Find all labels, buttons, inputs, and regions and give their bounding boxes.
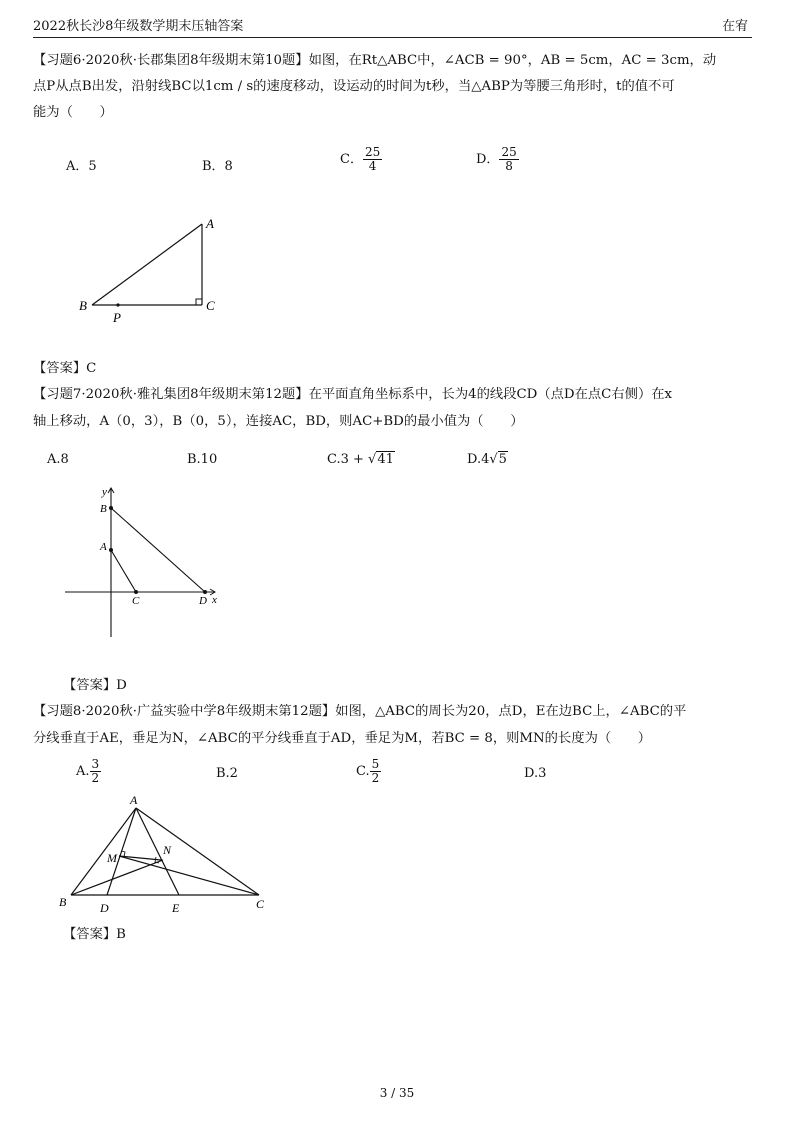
point-p <box>116 303 119 306</box>
q6-option-d-fraction <box>499 146 518 173</box>
fraction-numerator: 3 <box>91 757 100 771</box>
header-rule <box>33 37 752 38</box>
point-b <box>109 506 113 510</box>
label-b: B <box>100 503 107 515</box>
q8-option-b: B.2 <box>216 766 238 781</box>
q8-line1: 【习题8·2020秋·广益实验中学8年级期末第12题】如图，△ABC的周长为20，点D，E在边BC上，∠ABC的平 <box>33 704 687 719</box>
q6-line1: 【习题6·2020秋·长郡集团8年级期末第10题】如图，在Rt△ABC中，∠ACB = 90°，AB = 5cm，AC = 3cm，动 <box>33 53 717 68</box>
q8-line2: 分线垂直于AE，垂足为N，∠ABC的平分线垂直于AD，垂足为M，若BC = 8，则MN的长度为（ ） <box>33 731 652 746</box>
q8-option-c <box>356 758 381 785</box>
fraction-numerator: 25 <box>501 145 517 159</box>
q6-answer: 【答案】C <box>33 361 97 376</box>
fraction-numerator: 25 <box>364 145 381 159</box>
q6-line3: 能为（ ） <box>33 105 113 120</box>
label-c: C <box>206 298 215 313</box>
q7-coordinate-figure <box>60 482 240 642</box>
q6-option-a: A．5 <box>66 159 97 174</box>
q6-option-c-label: C． <box>340 152 363 167</box>
fraction-denominator: 2 <box>91 771 100 785</box>
q7-option-d-prefix: D.4 <box>467 452 490 467</box>
label-m: M <box>107 851 117 865</box>
label-c: C <box>256 897 265 911</box>
right-angle-mark <box>196 299 202 305</box>
label-c: C <box>132 595 140 607</box>
q7-line2: 轴上移动，A（0，3），B（0，5），连接AC，BD，则AC+BD的最小值为（ ） <box>33 414 524 429</box>
label-b: B <box>79 298 87 313</box>
fraction-denominator: 4 <box>368 159 377 173</box>
q7-answer: 【答案】D <box>63 678 127 693</box>
fraction-numerator: 5 <box>371 757 380 771</box>
q8-answer: 【答案】B <box>63 927 126 942</box>
point-c <box>134 590 138 594</box>
q8-option-a-fraction <box>90 758 102 785</box>
sqrt-sign: √ <box>489 452 498 467</box>
sqrt-sign: √ <box>368 452 377 467</box>
header-author: 在宥 <box>721 19 748 34</box>
q8-option-a-label: A. <box>76 764 90 779</box>
page-number: 3 / 35 <box>379 1086 415 1100</box>
segment-ae <box>136 808 179 895</box>
label-a: A <box>206 216 214 231</box>
point-d <box>203 590 207 594</box>
label-b: B <box>59 895 67 909</box>
q7-line1: 【习题7·2020秋·雅礼集团8年级期末第12题】在平面直角坐标系中，长为4的线段CD（点D在点C右侧）在x <box>33 387 673 402</box>
q8-triangle-figure <box>55 792 280 922</box>
label-e: E <box>172 901 180 915</box>
fraction-denominator: 2 <box>371 771 380 785</box>
q7-option-c <box>327 452 395 467</box>
label-n: N <box>163 843 172 857</box>
header-title: 2022秋长沙8年级数学期末压轴答案 <box>33 19 244 34</box>
label-d: D <box>199 595 207 607</box>
q6-option-d-label: D． <box>476 152 500 167</box>
q8-option-c-label: C. <box>356 764 370 779</box>
label-a: A <box>130 793 138 807</box>
q6-option-d <box>476 146 519 173</box>
label-y: y <box>102 486 107 498</box>
q6-option-b: B．8 <box>202 159 233 174</box>
q6-option-c <box>340 146 382 173</box>
point-a <box>109 548 113 552</box>
segment-ab <box>71 808 136 895</box>
q8-option-c-fraction <box>370 758 382 785</box>
segment-ac <box>111 550 136 592</box>
q7-option-a: A.8 <box>47 452 69 467</box>
fraction-denominator: 8 <box>505 159 513 173</box>
q6-line2: 点P从点B出发，沿射线BC以1cm / s的速度移动，设运动的时间为t秒，当△ABP为等腰三角形时，t的值不可 <box>33 79 675 94</box>
bisector-from-c <box>119 856 259 895</box>
q8-option-d: D.3 <box>524 766 547 781</box>
q6-option-c-fraction <box>363 146 382 173</box>
q7-option-d-radicand: 5 <box>498 452 507 467</box>
segment-ac <box>136 808 259 895</box>
q6-triangle-figure <box>70 212 230 327</box>
q7-option-b: B.10 <box>187 452 218 467</box>
segment-bd <box>111 508 205 592</box>
label-p: P <box>113 310 121 325</box>
q7-option-c-prefix: C.3 + <box>327 452 369 467</box>
label-d: D <box>100 901 109 915</box>
q8-option-a <box>76 758 101 785</box>
segment-ab <box>92 224 202 305</box>
label-x: x <box>212 594 217 606</box>
q7-option-d <box>467 452 508 467</box>
label-a: A <box>100 541 107 553</box>
q7-option-c-radicand: 41 <box>377 452 394 467</box>
